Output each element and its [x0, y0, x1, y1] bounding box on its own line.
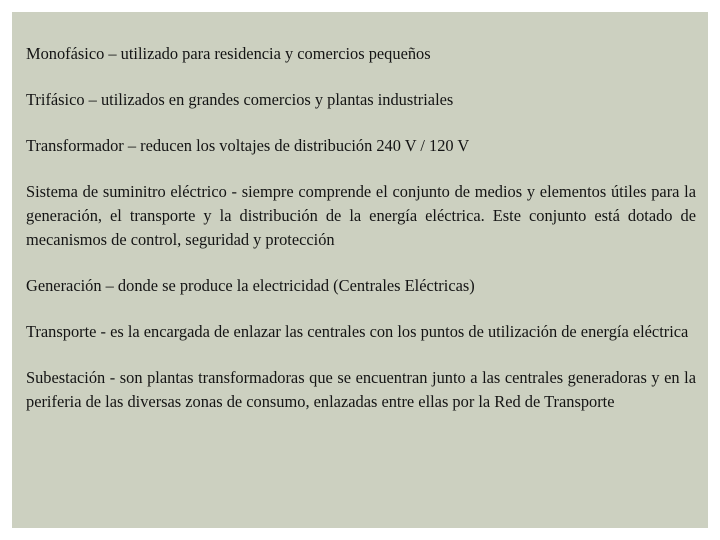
paragraph-subestacion: Subestación - son plantas transformadoras que se encuentran junto a las centrales generadoras y en la periferia de las diversas zonas de consumo, enlazadas entre ellas por la Red de Transporte	[26, 368, 696, 411]
paragraph-generacion: Generación – donde se produce la electricidad (Centrales Eléctricas)	[26, 276, 475, 295]
paragraph-transformador: Transformador – reducen los voltajes de distribución 240 V / 120 V	[26, 136, 470, 155]
slide-content	[26, 42, 696, 436]
paragraph-trifasico: Trifásico – utilizados en grandes comercios y plantas industriales	[26, 90, 454, 109]
slide-background	[12, 12, 708, 528]
paragraph-monofasico: Monofásico – utilizado para residencia y comercios pequeños	[26, 44, 431, 63]
paragraph-transporte: Transporte - es la encargada de enlazar las centrales con los puntos de utilización de energía eléctrica	[26, 322, 689, 341]
paragraph-sistema-suministro: Sistema de suminitro eléctrico - siempre comprende el conjunto de medios y elementos útiles para la generación, el transporte y la distribución de la energía eléctrica. Este conjunto está dotado de mecanismos de control, seguridad y protección	[26, 182, 696, 249]
